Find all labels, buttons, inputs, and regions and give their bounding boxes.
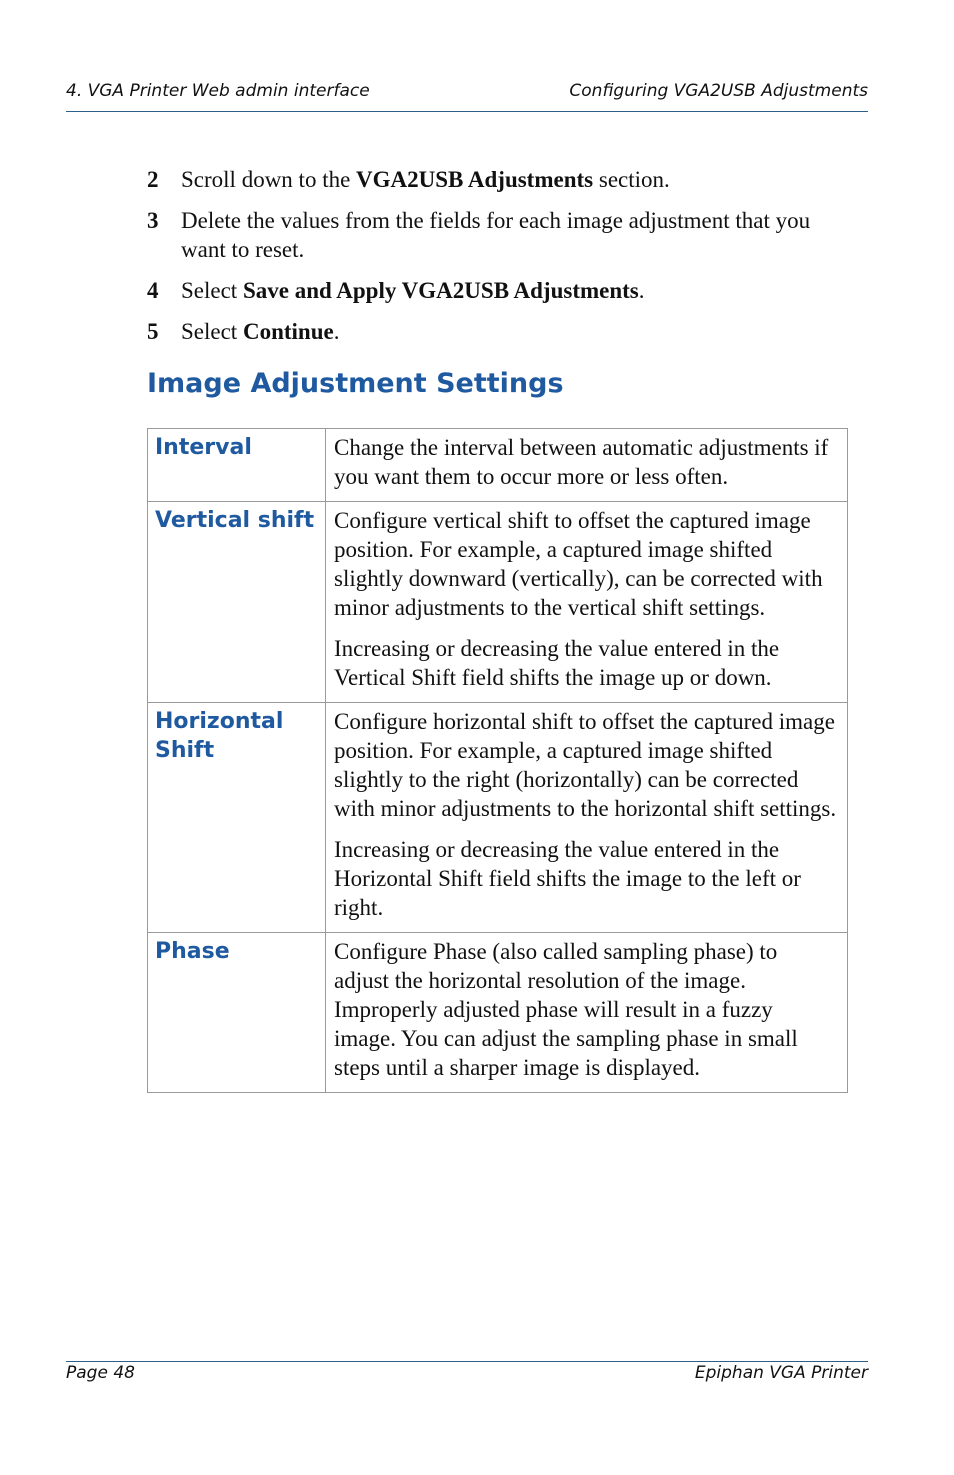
setting-description xyxy=(326,703,848,933)
step-text-post: . xyxy=(638,278,645,303)
step-text-bold: Save and Apply VGA2USB Adjustments xyxy=(242,278,639,303)
table-row xyxy=(148,502,848,703)
setting-term: Interval xyxy=(148,429,326,502)
description-paragraph: Change the interval between automatic adjustments if you want them to occur more or less often. xyxy=(334,435,829,489)
description-paragraph: Configure Phase (also called sampling phase) to adjust the horizontal resolution of the image. Improperly adjusted phase will result in a fuzzy image. You can adjust the sampling phase in small steps until a sharper image is displayed. xyxy=(334,939,798,1080)
step-text xyxy=(181,206,821,264)
step-text-pre: Select xyxy=(181,319,243,344)
description-paragraph: Increasing or decreasing the value entered in the Horizontal Shift field shifts the image to the left or right. xyxy=(334,837,801,920)
description-paragraph: Configure vertical shift to offset the captured image position. For example, a captured image shifted slightly downward (vertically), can be corrected with minor adjustments to the vertical shift settings. xyxy=(334,508,823,620)
settings-table xyxy=(147,428,848,1093)
step-item xyxy=(147,206,847,264)
page-footer xyxy=(66,1361,868,1392)
page-header xyxy=(66,78,868,112)
setting-description xyxy=(326,502,848,703)
step-text-post: section. xyxy=(593,167,670,192)
step-number: 4 xyxy=(147,278,159,303)
table-row xyxy=(148,703,848,933)
header-chapter: 4. VGA Printer Web admin interface xyxy=(66,81,370,101)
footer-page-number: Page 48 xyxy=(66,1363,135,1383)
step-text-pre: Scroll down to the xyxy=(181,167,357,192)
step-text-bold: Continue xyxy=(242,319,334,344)
setting-description xyxy=(326,933,848,1093)
step-text-bold: VGA2USB Adjustments xyxy=(356,167,594,192)
step-text-pre: Delete the values from the fields for each image adjustment that you want to reset. xyxy=(181,208,811,262)
step-number: 5 xyxy=(147,319,159,344)
table-row xyxy=(148,429,848,502)
setting-description xyxy=(326,429,848,502)
step-text xyxy=(181,276,821,305)
description-paragraph: Increasing or decreasing the value entered in the Vertical Shift field shifts the image up or down. xyxy=(334,636,780,690)
footer-product-name: Epiphan VGA Printer xyxy=(694,1363,868,1383)
step-item xyxy=(147,276,847,305)
header-section: Configuring VGA2USB Adjustments xyxy=(569,81,868,101)
step-text-pre: Select xyxy=(181,278,243,303)
steps-list xyxy=(147,165,847,358)
table-row xyxy=(148,933,848,1093)
section-title: Image Adjustment Settings xyxy=(147,368,564,399)
description-paragraph: Configure horizontal shift to offset the captured image position. For example, a captured image shifted slightly to the right (horizontally) can be corrected with minor adjustments to the horizontal shift settings. xyxy=(334,709,837,821)
step-item xyxy=(147,317,847,346)
step-item xyxy=(147,165,847,194)
step-text xyxy=(181,317,821,346)
setting-term: Vertical shift xyxy=(148,502,326,703)
step-number: 3 xyxy=(147,208,159,233)
step-text-post: . xyxy=(333,319,340,344)
step-number: 2 xyxy=(147,167,159,192)
setting-term: Horizontal Shift xyxy=(148,703,326,933)
step-text xyxy=(181,165,821,194)
setting-term: Phase xyxy=(148,933,326,1093)
